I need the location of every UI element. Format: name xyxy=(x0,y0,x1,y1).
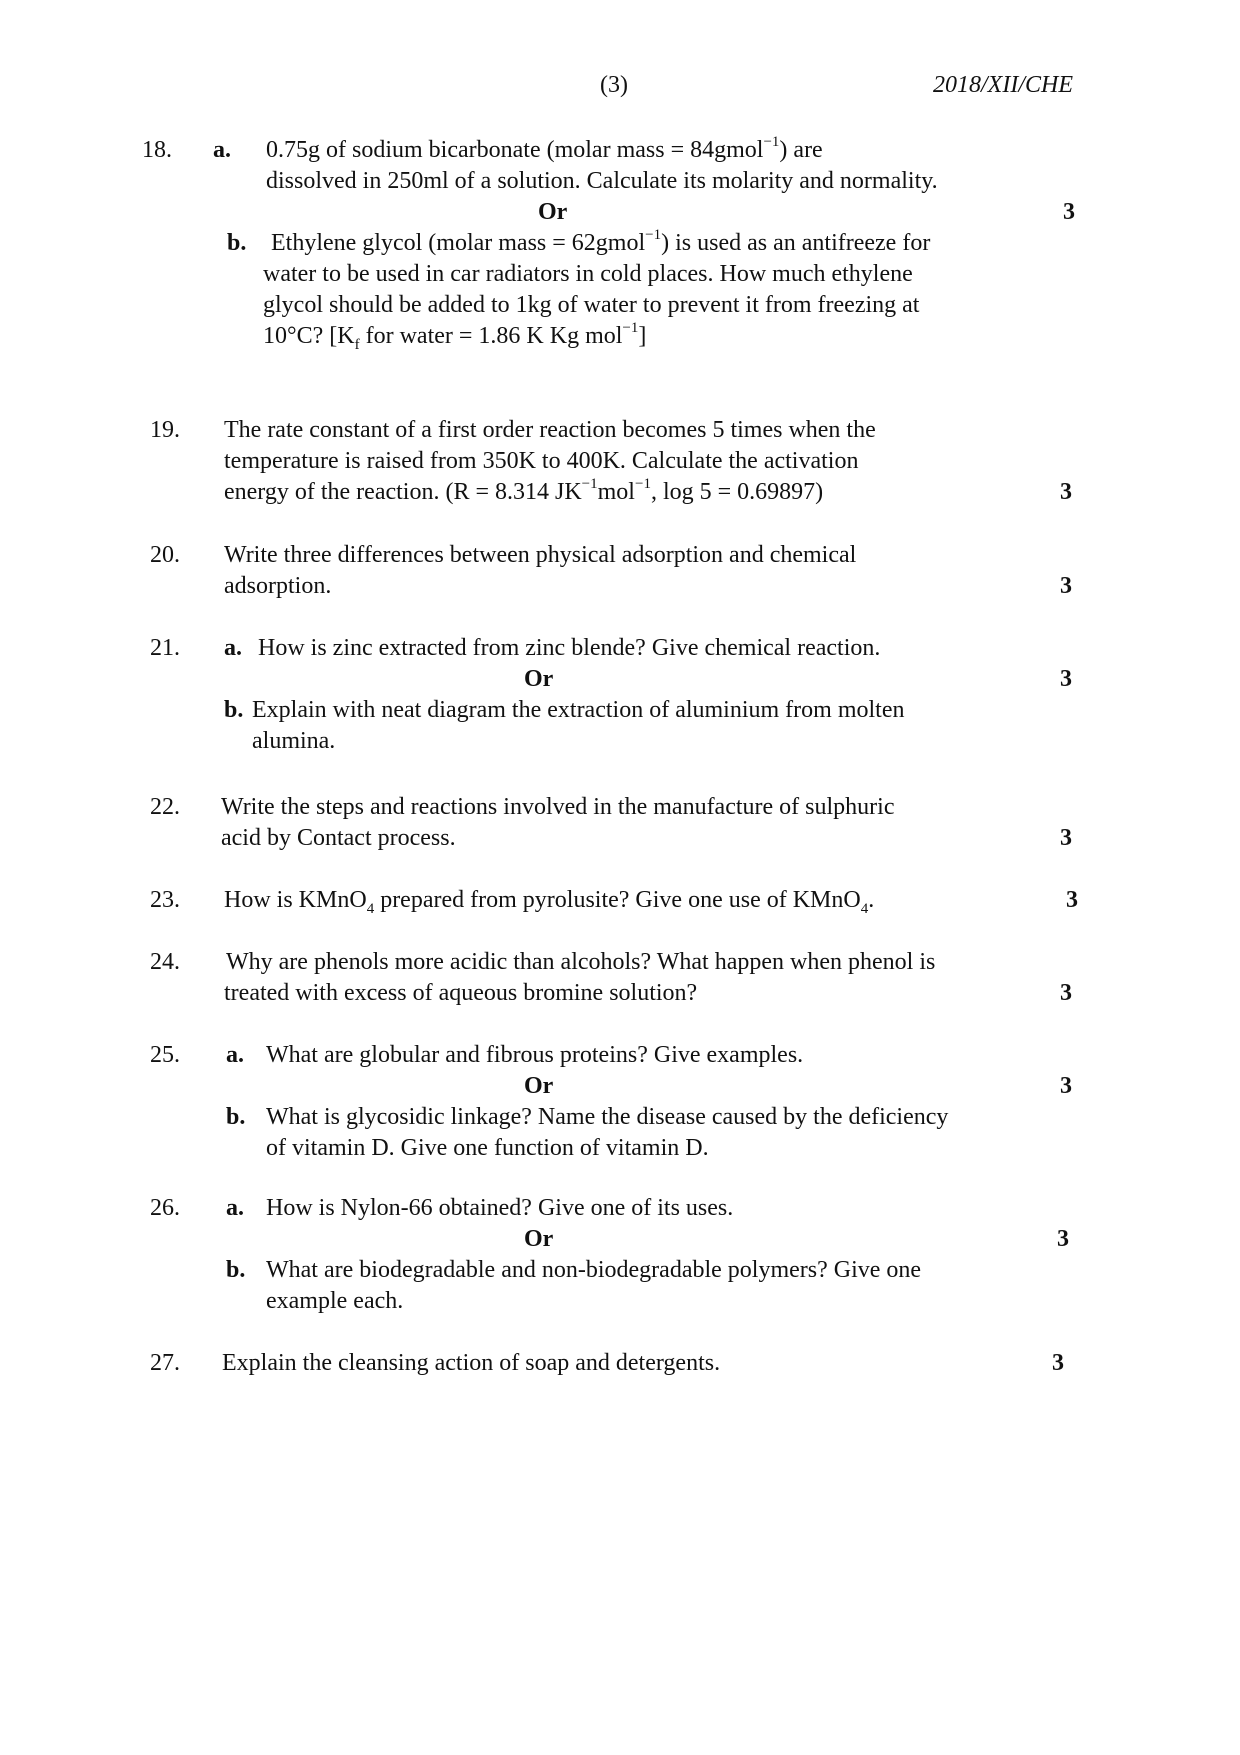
paper-code: 2018/XII/CHE xyxy=(933,72,1073,98)
marks: 3 xyxy=(1066,887,1078,913)
text-line: alumina. xyxy=(252,728,336,754)
text-line: water to be used in car radiators in cold places. How much ethylene xyxy=(263,261,913,287)
part-a-label: a. xyxy=(226,1042,244,1068)
question-number: 20. xyxy=(150,542,180,568)
part-a-label: a. xyxy=(226,1195,244,1221)
text-line: Explain with neat diagram the extraction of aluminium from molten xyxy=(252,697,905,723)
marks: 3 xyxy=(1052,1350,1064,1376)
question-number: 19. xyxy=(150,417,180,443)
marks: 3 xyxy=(1060,1073,1072,1099)
question-text xyxy=(224,415,876,508)
text-line: Why are phenols more acidic than alcohols? What happen when phenol is xyxy=(226,949,936,975)
marks: 3 xyxy=(1060,666,1072,692)
or-label: Or xyxy=(524,1073,554,1099)
text-line: Write three differences between physical adsorption and chemical xyxy=(224,542,857,568)
text-line: The rate constant of a first order reaction becomes 5 times when the xyxy=(224,417,876,443)
or-label: Or xyxy=(524,1226,554,1252)
text-line: temperature is raised from 350K to 400K. Calculate the activation xyxy=(224,448,859,474)
question-number: 21. xyxy=(150,635,180,661)
text-line: dissolved in 250ml of a solution. Calculate its molarity and normality. xyxy=(266,168,938,194)
page-number: (3) xyxy=(600,72,628,98)
text-line: 0.75g of sodium bicarbonate (molar mass = 84gmol$^{-1}$) are xyxy=(266,134,823,163)
marks: 3 xyxy=(1060,825,1072,851)
part-a-text xyxy=(266,135,938,197)
question-number: 18. xyxy=(142,137,172,163)
marks: 3 xyxy=(1057,1226,1069,1252)
text-line: example each. xyxy=(266,1288,404,1314)
marks: 3 xyxy=(1060,980,1072,1006)
text-line: of vitamin D. Give one function of vitamin D. xyxy=(266,1135,709,1161)
text-line: What are biodegradable and non-biodegradable polymers? Give one xyxy=(266,1257,922,1283)
question-text xyxy=(222,1348,720,1379)
part-a-text xyxy=(258,633,880,664)
text-line: How is Nylon-66 obtained? Give one of its uses. xyxy=(266,1195,734,1221)
question-number: 27. xyxy=(150,1350,180,1376)
marks: 3 xyxy=(1060,573,1072,599)
part-a-text xyxy=(266,1193,733,1224)
text-line: Explain the cleansing action of soap and detergents. xyxy=(222,1350,721,1376)
question-number: 26. xyxy=(150,1195,180,1221)
part-b-text xyxy=(266,1255,921,1317)
question-text xyxy=(224,540,856,602)
question-text xyxy=(221,792,895,854)
or-label: Or xyxy=(524,666,554,692)
part-b-text xyxy=(252,695,905,757)
or-label: Or xyxy=(538,199,568,225)
text-line: adsorption. xyxy=(224,573,332,599)
question-number: 23. xyxy=(150,887,180,913)
part-a-label: a. xyxy=(224,635,242,661)
marks: 3 xyxy=(1063,199,1075,225)
text-line: Ethylene glycol (molar mass = 62gmol$^{-1}$) is used as an antifreeze for xyxy=(271,227,931,256)
text-line: What is glycosidic linkage? Name the disease caused by the deficiency xyxy=(266,1104,949,1130)
text-line: 10°C? [$K_f$ for water = 1.86 K Kg mol$^{-1}$] xyxy=(263,320,647,353)
question-number: 22. xyxy=(150,794,180,820)
text-line: glycol should be added to 1kg of water to prevent it from freezing at xyxy=(263,292,920,318)
question-number: 25. xyxy=(150,1042,180,1068)
text-line: treated with excess of aqueous bromine solution? xyxy=(224,980,698,1006)
question-number: 24. xyxy=(150,949,180,975)
part-b-label: b. xyxy=(226,1104,246,1130)
part-b-label: b. xyxy=(227,230,247,256)
text-line: acid by Contact process. xyxy=(221,825,456,851)
part-a-text xyxy=(266,1040,803,1071)
question-text xyxy=(224,885,874,916)
text-line: How is zinc extracted from zinc blende? Give chemical reaction. xyxy=(258,635,881,661)
text-line: Write the steps and reactions involved in the manufacture of sulphuric xyxy=(221,794,895,820)
part-a-label: a. xyxy=(213,137,231,163)
question-text xyxy=(224,947,935,1009)
marks: 3 xyxy=(1060,479,1072,505)
part-b-label: b. xyxy=(224,697,244,723)
text-line: energy of the reaction. (R = 8.314 $JK^{-1}mol^{-1}$, log 5 = 0.69897) xyxy=(224,476,824,505)
part-b-text xyxy=(263,228,930,352)
part-b-text xyxy=(266,1102,948,1164)
part-b-label: b. xyxy=(226,1257,246,1283)
text-line: How is KMnO$_4$ prepared from pyrolusite? Give one use of KMnO$_4$. xyxy=(224,887,875,917)
text-line: What are globular and fibrous proteins? Give examples. xyxy=(266,1042,804,1068)
